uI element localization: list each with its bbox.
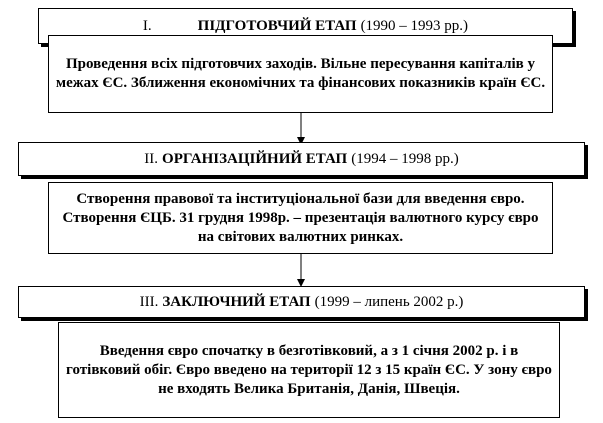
stage-2-period: (1994 – 1998 рр.) [351, 151, 459, 167]
stage-1-title: ПІДГОТОВЧИЙ ЕТАП [197, 18, 357, 34]
stage-3-description: Введення євро спочатку в безготівковий, а з 1 січня 2002 р. і в готівковий обіг. Євро введено на території 12 з 15 країн ЄС. У зону євро не входять Велика Британія, Данія, Швеція. [58, 322, 560, 418]
stage-3-period: (1999 – липень 2002 р.) [314, 294, 464, 310]
stage-2-numeral: ІІ. [144, 151, 159, 167]
stage-1-numeral: I. [142, 18, 152, 34]
stage-1-description: Проведення всіх підготовчих заходів. Вільне пересування капіталів у межах ЄС. Зближення економічних та фінансових показників країн ЄС. [48, 35, 553, 113]
stage-3-numeral: ІІІ. [139, 294, 159, 310]
stage-3-header [18, 286, 585, 318]
stage-2-description: Створення правової та інституціональної бази для введення євро. Створення ЄЦБ. 31 грудня 1998р. – презентація валютного курсу євро на світових валютних ринках. [48, 182, 553, 254]
stage-3-title: ЗАКЛЮЧНИЙ ЕТАП [162, 294, 311, 310]
stage-2-header [18, 142, 585, 176]
stage-2-title: ОРГАНІЗАЦІЙНИЙ ЕТАП [162, 151, 348, 167]
stage-1-period: (1990 – 1993 рр.) [360, 18, 469, 34]
